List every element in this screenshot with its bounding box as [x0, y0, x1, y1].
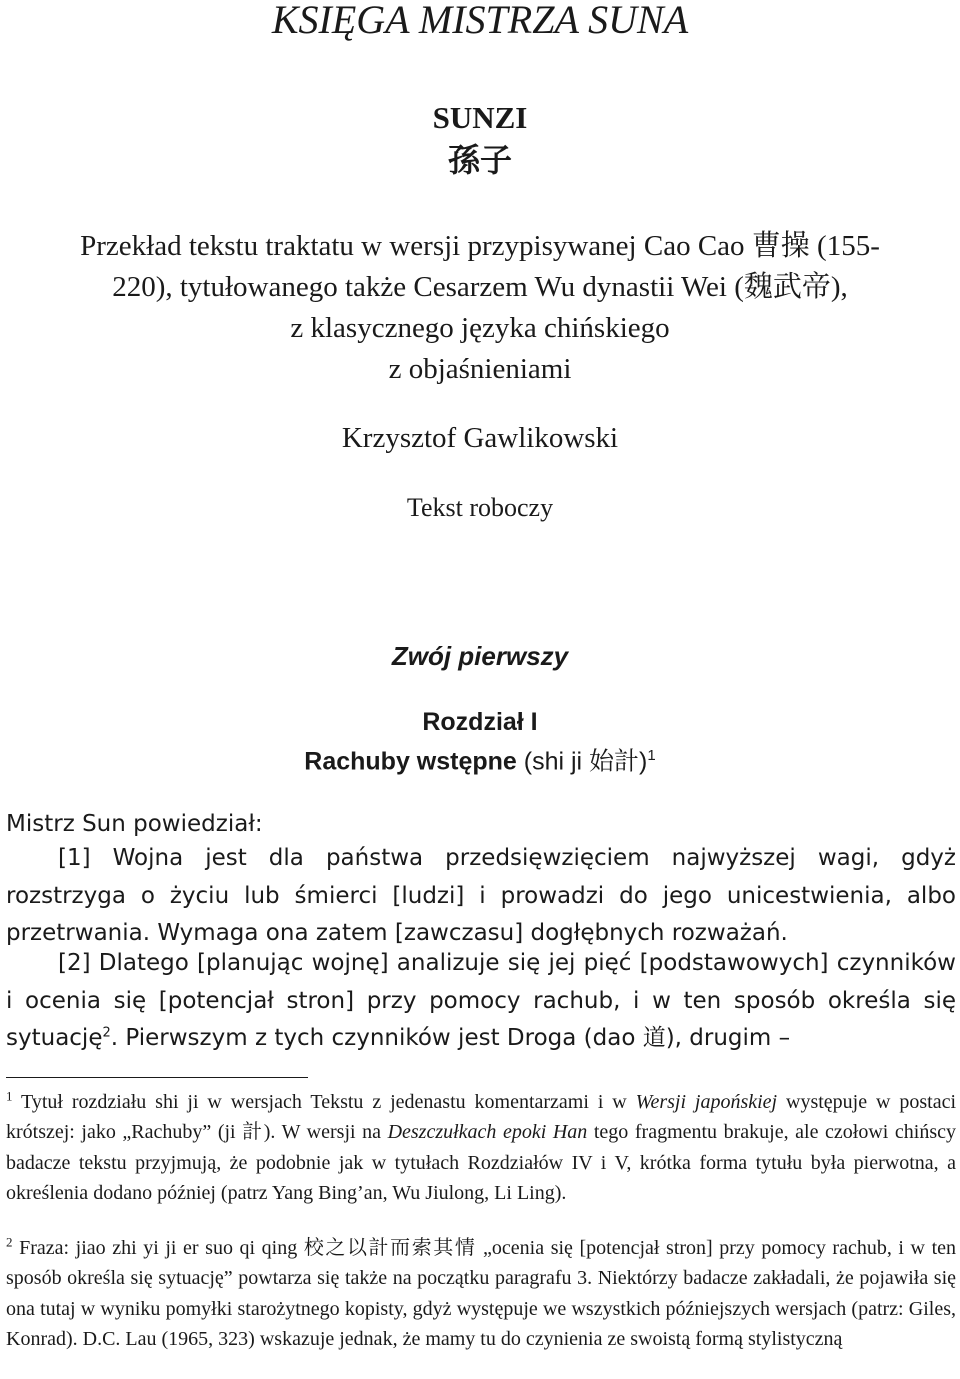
footnote-2 — [6, 1233, 956, 1354]
footnote-ref-2[interactable]: 2 — [102, 1025, 111, 1041]
paragraph-2 — [6, 945, 956, 1058]
paragraph-1: [1] Wojna jest dla państwa przedsięwzięciem najwyższej wagi, gdyż rozstrzyga o życiu lub śmierci [ludzi] i prowadzi do jego unicestwienia, albo przetrwania. Wymaga ona zatem [zawczasu] dogłębnych rozważań. — [6, 845, 956, 946]
subtitle-line-4: z objaśnieniami — [388, 353, 572, 385]
footnote-1-italic-1: Wersji japońskiej — [635, 1091, 778, 1113]
subtitle-line-1: Przekład tekstu traktatu w wersji przypisywanej Cao Cao 曹操 (155- — [80, 230, 880, 262]
footnote-1-italic-2: Deszczułkach epoki Han — [387, 1121, 588, 1144]
subtitle-line-2: 220), tytułowanego także Cesarzem Wu dynastii Wei (魏武帝), — [112, 271, 848, 303]
chapter-subtitle-rest: (shi ji 始計) — [516, 747, 648, 776]
footnote-1-text-a: Tytuł rozdziału shi ji w wersjach Tekstu z jedenastu komentarzami i w — [12, 1091, 636, 1113]
scroll-heading: Zwój pierwszy — [391, 641, 569, 671]
chapter-subtitle — [0, 738, 960, 779]
footnote-1-text-b: występuje w postaci krótszej: jako „Rachuby” (ji 計). W wersji na — [6, 1091, 957, 1144]
footnote-2-number: 2 — [6, 1234, 13, 1250]
author-name: Krzysztof Gawlikowski — [341, 422, 619, 454]
chapter-subtitle-bold: Rachuby wstępne — [304, 747, 517, 776]
body-intro: Mistrz Sun powiedział: — [6, 811, 263, 837]
draft-label: Tekst roboczy — [406, 493, 554, 522]
sunzi-title: SUNZI — [432, 100, 528, 135]
footnote-1 — [6, 1087, 956, 1208]
footnote-1-number: 1 — [6, 1088, 13, 1104]
footnote-divider — [6, 1077, 308, 1078]
book-title: KSIĘGA MISTRZA SUNA — [271, 0, 689, 42]
footnote-1-text-c: tego fragmentu brakuje, ale czołowi chińscy badacze tekstu przyjmują, że podobnie jak w tytułach Rozdziałów IV i V, krótka forma tytułu była pierwotna, a określenia dodano później (patrz Yang Bing’an, Wu Jiulong, Li Ling). — [6, 1121, 956, 1204]
footnote-2-text: Fraza: jiao zhi yi ji er suo qi qing 校之以計而索其情 „ocenia się [potencjał stron] przy pomocy rachub, i w ten sposób określa się sytuację” powtarza się także na początku paragrafu 3. Niektórzy badacze zakładali, że pojawiła się ona tutaj w wyniku pomyłki starożytnego kopisty, gdyż występuje we wszystkich późniejszych wersjach (patrz: Giles, Konrad). D.C. Lau (1965, 323) wskazuje jednak, że mamy tu do czynienia ze swoistą formą stylistyczną — [6, 1237, 956, 1350]
sunzi-chinese-title: 孫子 — [447, 141, 512, 179]
footnote-ref-1[interactable]: 1 — [647, 747, 656, 764]
subtitle-line-3: z klasycznego języka chińskiego — [290, 312, 670, 344]
paragraph-2-text-b: . Pierwszym z tych czynników jest Droga (dao 道), drugim – — [110, 1025, 791, 1051]
chapter-title: Rozdział I — [422, 708, 538, 736]
paragraph-2-text-a: [2] Dlatego [planując wojnę] analizuje się jej pięć [podstawowych] czynników i ocenia się [potencjał stron] przy pomocy rachub, i w ten sposób określa się sytuację — [6, 950, 956, 1051]
translation-subtitle — [0, 226, 960, 390]
